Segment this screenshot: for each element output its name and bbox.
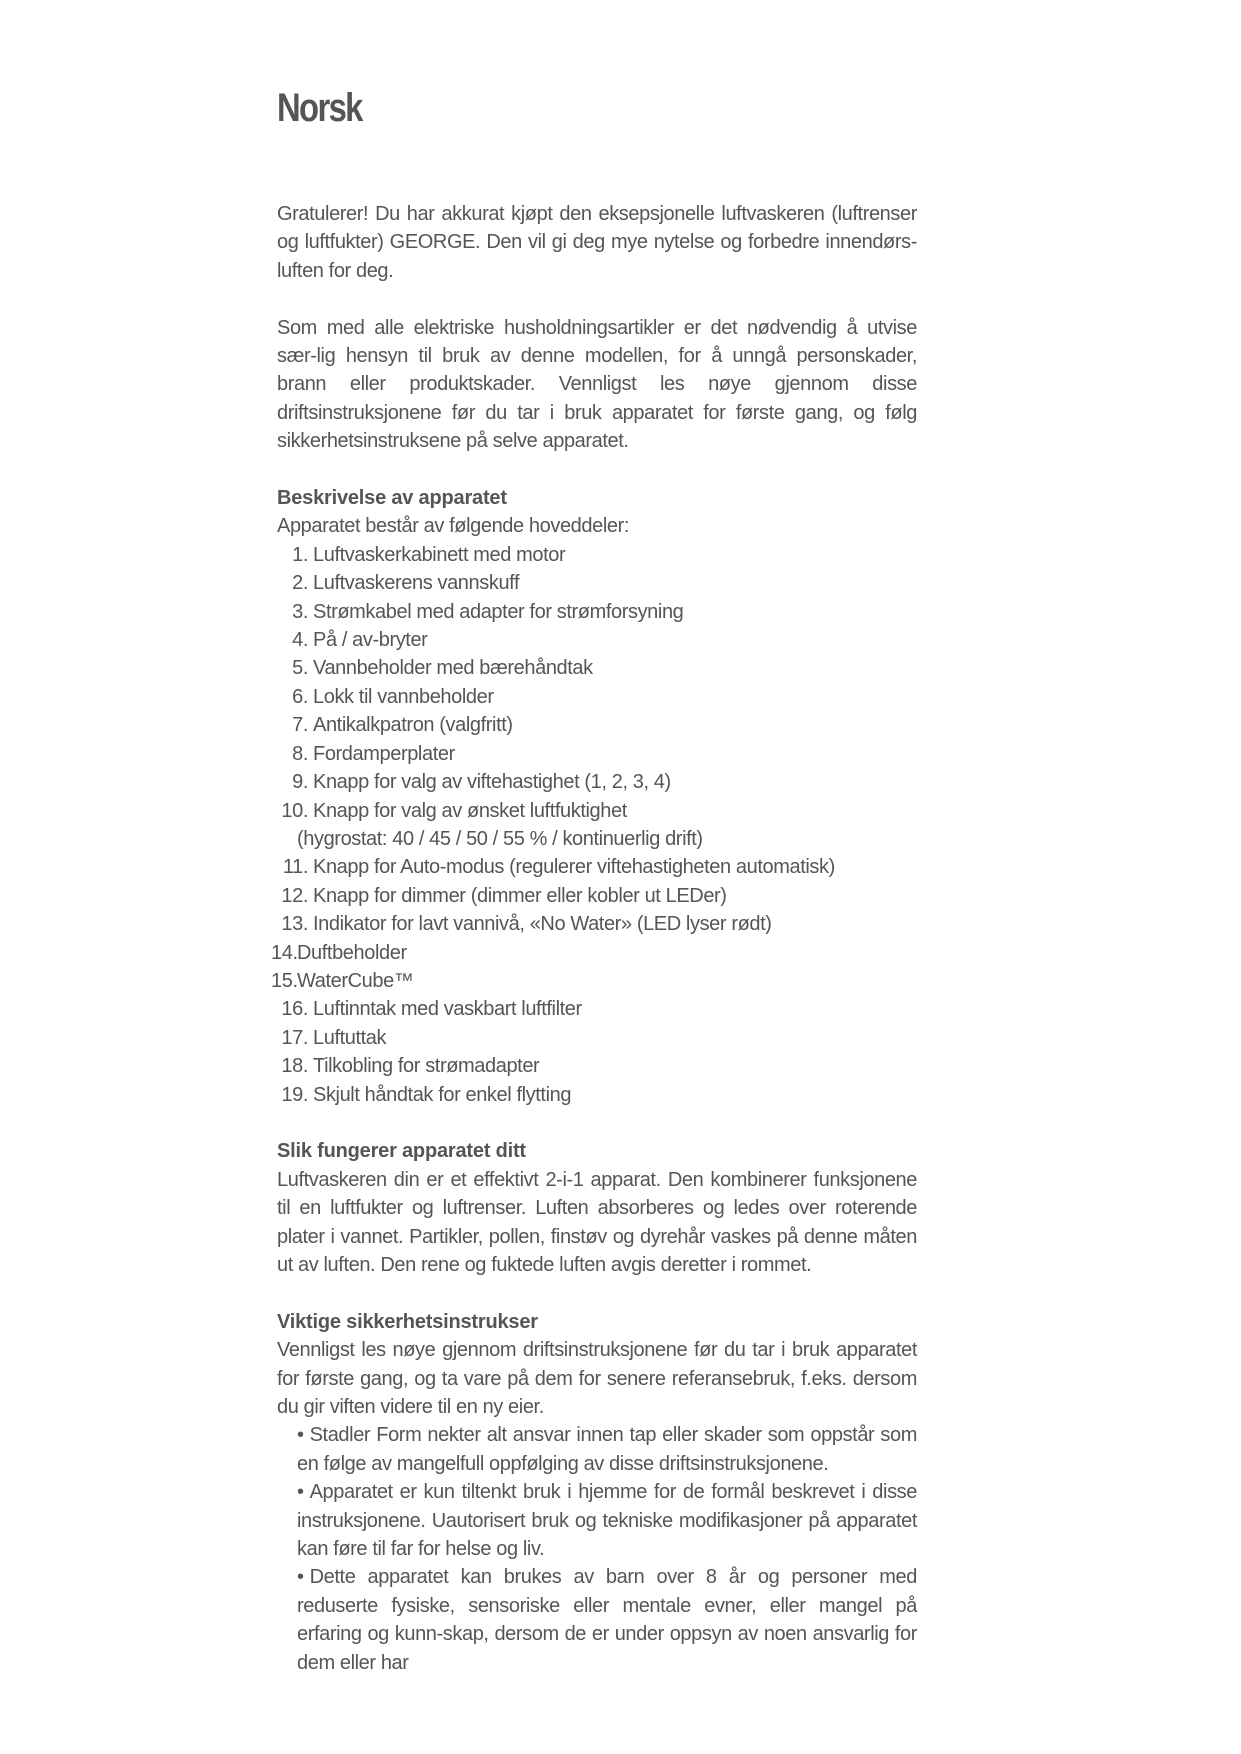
list-item-number: 16. <box>281 998 308 1021</box>
list-item-number: 17. <box>281 1026 308 1049</box>
safety-paragraph: Vennligst les nøye gjennom driftsinstruksjonene før du tar i bruk apparatet for første gang, og ta vare på dem for senere referansebruk, f.eks. dersom du gir viften videre til en ny eier. <box>277 1339 917 1418</box>
list-item-number: 15. <box>271 969 298 992</box>
list-item-number: 8. <box>292 742 308 765</box>
bullet-item <box>297 1478 917 1563</box>
list-item <box>277 569 917 597</box>
list-item-text: Luftinntak med vaskbart luftfilter <box>313 998 582 1021</box>
list-item <box>277 1052 917 1080</box>
list-item-number: 7. <box>292 714 308 737</box>
safety-bullet-list <box>277 1421 917 1677</box>
function-paragraph: Luftvaskeren din er et effektivt 2-i-1 apparat. Den kombinerer funksjonene til en luftfukter og luftrenser. Luften absorberes og ledes over roterende plater i vannet. Partikler, pollen, finstøv og dyrehår vaskes på denne måten ut av luften. Den rene og fuktede luften avgis deretter i rommet. <box>277 1168 917 1276</box>
section-title-description: Beskrivelse av apparatet <box>277 487 507 510</box>
bullet-text: Dette apparatet kan brukes av barn over 8 år og personer med reduserte fysiske, sensoriske eller mentale evner, eller mangel på erfaring og kunn-skap, dersom de er under oppsyn av noen ansvarlig for dem eller har <box>297 1566 917 1674</box>
list-item <box>277 654 917 682</box>
bullet-item <box>297 1563 917 1677</box>
list-item <box>271 939 917 967</box>
list-item-text: Knapp for valg av ønsket luftfuktighet <box>313 799 627 822</box>
list-item-text: Duftbeholder <box>297 941 407 964</box>
list-item-number: 13. <box>281 913 308 936</box>
list-item-number: 4. <box>292 629 308 652</box>
list-item <box>277 711 917 739</box>
bullet-item <box>297 1421 917 1478</box>
list-item-number: 18. <box>281 1055 308 1078</box>
list-item <box>277 1024 917 1052</box>
list-item <box>277 626 917 654</box>
manual-body <box>271 200 917 1677</box>
section-title-safety: Viktige sikkerhetsinstrukser <box>277 1310 538 1333</box>
bullet-icon: • <box>297 1424 304 1447</box>
list-item-number: 6. <box>292 685 308 708</box>
list-item <box>277 683 917 711</box>
list-item-text: Knapp for valg av viftehastighet (1, 2, 3, 4) <box>313 771 671 794</box>
list-item <box>277 1081 917 1109</box>
list-item <box>277 882 917 910</box>
page-title: Norsk <box>277 86 362 130</box>
list-item-number: 10. <box>281 799 308 822</box>
list-item-text: Fordamperplater <box>313 742 455 765</box>
list-item-text: Knapp for dimmer (dimmer eller kobler ut LEDer) <box>313 884 727 907</box>
list-item-text: Luftvaskerens vannskuff <box>313 572 520 595</box>
list-item-number: 14. <box>271 941 298 964</box>
intro-paragraph-1: Gratulerer! Du har akkurat kjøpt den eksepsjonelle luftvaskeren (luftrenser og luftfukter) GEORGE. Den vil gi deg mye nytelse og forbedre innendørs-luften for deg. <box>277 203 917 282</box>
list-item-text: På / av-bryter <box>313 629 428 652</box>
list-item-number: 1. <box>292 543 308 566</box>
list-item-text: Strømkabel med adapter for strømforsyning <box>313 600 684 623</box>
bullet-text: Apparatet er kun tiltenkt bruk i hjemme for de formål beskrevet i disse instruksjonene. Uautorisert bruk og tekniske modifikasjoner på apparatet kan føre til far for helse og liv. <box>297 1481 917 1561</box>
list-item-number: 12. <box>281 884 308 907</box>
list-item-number: 11. <box>282 856 308 879</box>
list-item <box>277 910 917 938</box>
list-item-text: Luftuttak <box>313 1026 387 1049</box>
list-item-text: Lokk til vannbeholder <box>313 685 494 708</box>
description-lead: Apparatet består av følgende hoveddeler: <box>277 515 630 538</box>
section-title-function: Slik fungerer apparatet ditt <box>277 1140 526 1163</box>
list-item <box>277 853 917 881</box>
list-item-number: 5. <box>292 657 308 680</box>
list-item <box>277 541 917 569</box>
bullet-text: Stadler Form nekter alt ansvar innen tap eller skader som oppstår som en følge av mangelfull oppfølging av disse driftsinstruksjonene. <box>297 1424 917 1475</box>
list-item <box>277 995 917 1023</box>
list-item <box>277 797 917 854</box>
list-item <box>271 967 917 995</box>
list-item-text: Indikator for lavt vannivå, «No Water» (LED lyser rødt) <box>313 913 772 936</box>
list-item-text: Knapp for Auto-modus (regulerer viftehastigheten automatisk) <box>313 856 835 879</box>
list-item-number: 9. <box>292 771 308 794</box>
list-item <box>277 740 917 768</box>
list-item-text: Antikalkpatron (valgfritt) <box>313 714 513 737</box>
intro-paragraph-2: Som med alle elektriske husholdningsartikler er det nødvendig å utvise sær-lig hensyn til bruk av denne modellen, for å unngå personskader, brann eller produktskader. Vennligst les nøye gjennom disse driftsinstruksjonene før du tar i bruk apparatet for første gang, og følg sikkerhetsinstruksene på selve apparatet. <box>277 316 917 453</box>
list-item-text: Vannbeholder med bærehåndtak <box>313 657 593 680</box>
bullet-icon: • <box>297 1481 304 1504</box>
bullet-icon: • <box>297 1566 304 1589</box>
list-item-continuation: (hygrostat: 40 / 45 / 50 / 55 % / kontinuerlig drift) <box>297 827 703 850</box>
list-item-number: 3. <box>292 600 308 623</box>
list-item-number: 2. <box>292 572 308 595</box>
list-item <box>277 768 917 796</box>
parts-list <box>271 541 917 1109</box>
list-item-text: WaterCube™ <box>297 969 414 992</box>
list-item-text: Skjult håndtak for enkel flytting <box>313 1083 572 1106</box>
list-item-number: 19. <box>281 1083 308 1106</box>
list-item-text: Tilkobling for strømadapter <box>313 1055 540 1078</box>
list-item <box>277 598 917 626</box>
list-item-text: Luftvaskerkabinett med motor <box>313 543 566 566</box>
